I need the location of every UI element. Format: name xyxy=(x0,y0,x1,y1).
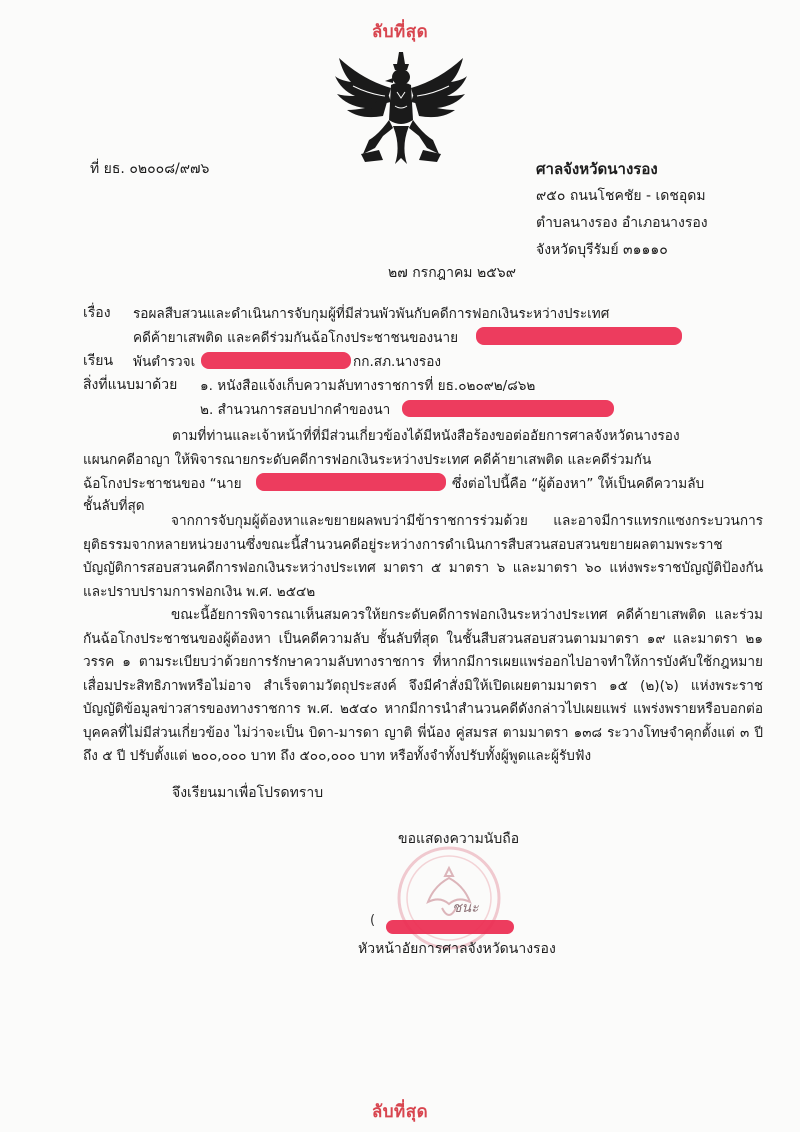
paragraph-1-line-2: แผนกคดีอาญา ให้พิจารณายกระดับคดีการฟอกเงินระหว่างประเทศ คดีค้ายาเสพติด และคดีร่วมกัน xyxy=(83,452,652,468)
paragraph-1-line-1: ตามที่ท่านและเจ้าหน้าที่ที่มีส่วนเกี่ยวข้องได้มีหนังสือร้องขอต่ออัยการศาลจังหวัดนางรอง xyxy=(172,428,680,444)
official-seal-icon xyxy=(382,846,516,950)
closing-request: จึงเรียนมาเพื่อโปรดทราบ xyxy=(172,785,324,801)
subject-label: เรื่อง xyxy=(83,305,111,321)
document-number: ที่ ยธ. ๐๒๐๐๘/๙๗๖ xyxy=(90,161,210,177)
attachment-item-1: ๑. หนังสือแจ้งเก็บความลับทางราชการที่ ยธ.๐๒๐๙๒/๘๖๒ xyxy=(200,378,536,394)
document-date: ๒๗ กรกฎาคม ๒๕๖๙ xyxy=(388,265,516,281)
paragraph-1-line-3b: ซึ่งต่อไปนี้คือ “ผู้ต้องหา” ให้เป็นคดีความลับ xyxy=(452,476,705,492)
attachment-item-2: ๒. สำนวนการสอบปากคำของนา xyxy=(200,402,391,418)
organization-name: ศาลจังหวัดนางรอง xyxy=(536,160,658,178)
recipient-text-end: กก.สภ.นางรอง xyxy=(353,354,442,370)
redaction-mark xyxy=(476,327,682,345)
redaction-mark xyxy=(386,920,514,934)
recipient-label: เรียน xyxy=(83,353,114,369)
redaction-mark xyxy=(201,352,351,369)
address-line-2: ตำบลนางรอง อำเภอนางรอง xyxy=(536,215,708,231)
attachments-label: สิ่งที่แนบมาด้วย xyxy=(83,377,178,393)
classification-footer: ลับที่สุด xyxy=(371,1102,429,1122)
signer-position: หัวหน้าอัยการศาลจังหวัดนางรอง xyxy=(358,941,556,957)
organization-address xyxy=(536,156,708,264)
address-line-3: จังหวัดบุรีรัมย์ ๓๑๑๑๐ xyxy=(536,242,668,258)
garuda-emblem-icon xyxy=(333,50,469,168)
paragraph-1-line-4: ชั้นลับที่สุด xyxy=(83,498,145,514)
paragraph-1-line-3a: ฉ้อโกงประชาชนของ “นาย xyxy=(83,476,242,492)
paragraph-2-text: จากการจับกุมผู้ต้องหาและขยายผลพบว่ามีข้าราชการร่วมด้วย และอาจมีการแทรกแซงกระบวนการยุติธรรมจากหลายหน่วยงานซึ่งขณะนี้สำนวนคดีอยู่ระหว่างการดำเนินการสืบสวนสอบสวนขยายผลตามพระราชบัญญัติการสอบสวนคดีการฟอกเงินระหว่างประเทศ มาตรา ๕ มาตรา ๖ และมาตรา ๖๐ แห่งพระราชบัญญัติป้องกันและปราบปรามการฟอกเงิน พ.ศ. ๒๕๔๒ xyxy=(83,513,763,600)
paragraph-3 xyxy=(83,604,763,769)
address-line-1: ๙๕๐ ถนนโชคชัย - เดชอุดม xyxy=(536,188,706,204)
paragraph-3-text: ขณะนี้อัยการพิจารณาเห็นสมควรให้ยกระดับคดีการฟอกเงินระหว่างประเทศ คดีค้ายาเสพติด และร่วมกันฉ้อโกงประชาชนของผู้ต้องหา เป็นคดีความลับ ชั้นลับที่สุด ในชั้นสืบสวนสอบสวนตามมาตรา ๑๙ และมาตรา ๒๑ วรรค ๑ ตามระเบียบว่าด้วยการรักษาความลับทางราชการ ที่หากมีการเผยแพร่ออกไปอาจทำให้การบังคับใช้กฎหมายเสื่อมประสิทธิภาพหรือไม่อาจ สำเร็จตามวัตถุประสงค์ จึงมีคำสั่งมิให้เปิดเผยตามมาตรา ๑๕ (๒)(๖) แห่งพระราชบัญญัติข้อมูลข่าวสารของทางราชการ พ.ศ. ๒๕๔๐ หากมีการนำสำนวนคดีดังกล่าวไปเผยแพร่ แพร่งพรายหรือบอกต่อบุคคลที่ไม่มีส่วนเกี่ยวข้อง ไม่ว่าจะเป็น บิดา-มารดา ญาติ พี่น้อง คู่สมรส ตามมาตรา ๑๓๘ ระวางโทษจำคุกตั้งแต่ ๓ ปี ถึง ๕ ปี ปรับตั้งแต่ ๒๐๐,๐๐๐ บาท ถึง ๕๐๐,๐๐๐ บาท หรือทั้งจำทั้งปรับทั้งผู้พูดและผู้รับฟัง xyxy=(83,607,763,764)
subject-line-2: คดีค้ายาเสพติด และคดีร่วมกันฉ้อโกงประชาชนของนาย xyxy=(133,330,459,346)
recipient-text-start: พันตำรวจเ xyxy=(133,354,196,370)
signature-line: ( xyxy=(370,913,376,928)
closing-salutation: ขอแสดงความนับถือ xyxy=(398,831,520,847)
classification-header: ลับที่สุด xyxy=(371,22,429,42)
redaction-mark xyxy=(256,473,446,491)
paragraph-2 xyxy=(83,510,763,604)
subject-line-1: รอผลสืบสวนและดำเนินการจับกุมผู้ที่มีส่วนพัวพันกับคดีการฟอกเงินระหว่างประเทศ xyxy=(133,306,610,322)
redaction-mark xyxy=(402,400,614,417)
seal-signature-text: ชนะ xyxy=(452,900,479,916)
